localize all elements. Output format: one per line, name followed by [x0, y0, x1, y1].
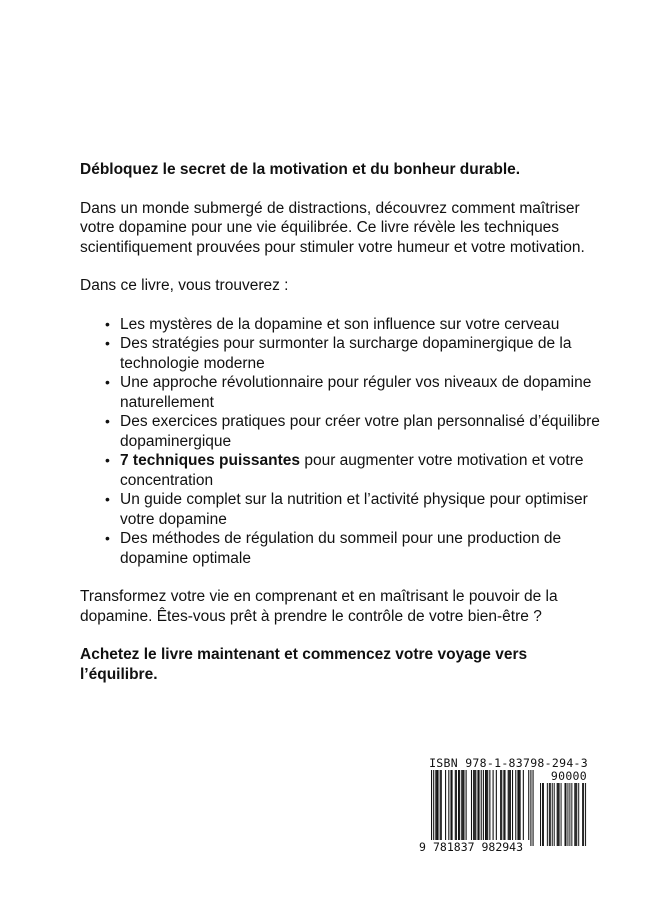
addon-bar	[575, 783, 576, 846]
barcode-bar	[500, 770, 501, 840]
barcode-bar	[433, 770, 434, 846]
back-cover-text	[80, 160, 600, 684]
list-intro: Dans ce livre, vous trouverez :	[80, 277, 289, 294]
bullet-icon: •	[105, 374, 110, 390]
intro-paragraph: Dans un monde submergé de distractions, découvrez comment maîtriser votre dopamine pour une vie équilibrée. Ce livre révèle les techniques scientifiquement prouvées pour stimuler votre humeur et votre motivation.	[80, 199, 585, 256]
barcode-bar	[437, 770, 438, 840]
feature-text: Une approche révolutionnaire pour réguler vos niveaux de dopamine naturellement	[120, 374, 592, 411]
barcode-bar	[489, 770, 490, 840]
barcode-bar	[485, 770, 486, 840]
addon-bar	[542, 783, 543, 846]
barcode-bar	[483, 770, 484, 846]
addon-bar	[557, 783, 558, 846]
feature-emphasis: 7 techniques puissantes	[120, 452, 301, 469]
feature-item	[105, 373, 600, 412]
barcode-bar	[445, 770, 446, 840]
barcode-bar	[474, 770, 475, 840]
barcode-bar	[458, 770, 459, 840]
barcode-bar	[501, 770, 502, 840]
barcode-bar	[462, 770, 463, 840]
feature-text: Des stratégies pour surmonter la surcharge dopaminergique de la technologie moderne	[120, 335, 572, 372]
addon-bar	[582, 783, 583, 846]
barcode-bar	[520, 770, 521, 840]
barcode-bar	[448, 770, 449, 840]
addon-bar	[583, 783, 584, 846]
barcode-bar	[486, 770, 487, 840]
barcode-bar	[509, 770, 510, 840]
addon-bar	[559, 783, 560, 846]
addon-bars	[540, 783, 587, 846]
barcode-bar	[508, 770, 509, 840]
addon-bar	[554, 783, 555, 846]
bullet-icon: •	[105, 315, 110, 332]
barcode-bar	[455, 770, 456, 840]
barcode-bar	[440, 770, 441, 840]
barcode-digits-left: 781837	[433, 840, 475, 854]
call-to-action: Achetez le livre maintenant et commencez votre voyage vers l’équilibre.	[80, 646, 528, 683]
feature-text: pour augmenter votre motivation et votre concentration	[120, 452, 584, 489]
isbn-label: ISBN 978-1-83798-294-3	[429, 756, 588, 770]
barcode-bar	[473, 770, 474, 840]
barcode-bar	[452, 770, 453, 840]
barcode-bar	[496, 770, 497, 840]
addon-bar	[576, 783, 577, 846]
barcode-bar	[503, 770, 504, 840]
barcode-bar	[456, 770, 457, 840]
feature-item	[105, 412, 600, 451]
barcode-bar	[515, 770, 516, 840]
feature-item	[105, 451, 600, 490]
barcode-bar	[512, 770, 513, 840]
addon-bar	[547, 783, 548, 846]
barcode-bar	[479, 770, 480, 840]
ean13-bars	[419, 770, 535, 846]
barcode-bar	[477, 770, 478, 840]
addon-bar	[558, 783, 559, 846]
barcode-bar	[450, 770, 451, 840]
barcode-bar	[461, 770, 462, 840]
feature-item	[105, 334, 600, 373]
bullet-icon: •	[105, 413, 110, 429]
addon-bar	[550, 783, 551, 846]
barcode-bar	[463, 770, 464, 840]
feature-text: Un guide complet sur la nutrition et l’activité physique pour optimiser votre dopamine	[120, 491, 588, 528]
barcode-bar	[475, 770, 476, 840]
barcode-bar	[466, 770, 467, 840]
barcode-bar	[487, 770, 488, 840]
price-code: 90000	[550, 769, 587, 783]
feature-item	[105, 315, 600, 335]
barcode-bar	[510, 770, 511, 840]
feature-list	[80, 315, 600, 569]
barcode-bar	[504, 770, 505, 840]
barcode-bar	[518, 770, 519, 840]
barcode-bar	[530, 770, 531, 846]
addon-bar	[543, 783, 544, 846]
isbn-barcode	[419, 756, 588, 854]
addon-bar	[578, 783, 579, 846]
addon-bar	[540, 783, 541, 846]
addon-bar	[565, 783, 566, 846]
addon-bar	[561, 783, 562, 846]
bullet-icon: •	[105, 452, 110, 468]
headline: Débloquez le secret de la motivation et du bonheur durable.	[80, 161, 521, 178]
barcode-bar	[431, 770, 432, 846]
barcode-bar	[436, 770, 437, 840]
barcode-bar	[471, 770, 472, 840]
addon-bar	[585, 783, 586, 846]
feature-item	[105, 490, 600, 529]
feature-item	[105, 529, 600, 568]
barcode-bar	[459, 770, 460, 840]
barcode-bar	[533, 770, 534, 846]
feature-text: Des méthodes de régulation du sommeil pour une production de dopamine optimale	[120, 530, 562, 567]
feature-text: Des exercices pratiques pour créer votre plan personnalisé d’équilibre dopaminergique	[120, 413, 600, 450]
addon-bar	[571, 783, 572, 846]
barcode-bar	[481, 770, 482, 846]
barcode-digit-lead: 9	[419, 840, 426, 854]
addon-bar	[565, 783, 566, 846]
bullet-icon: •	[105, 491, 110, 507]
feature-text: Les mystères de la dopamine et son influence sur votre cerveau	[120, 315, 560, 333]
barcode-digits-right: 982943	[481, 840, 524, 854]
barcode-bar	[441, 770, 442, 840]
barcode-bar	[517, 770, 518, 840]
closing-paragraph: Transformez votre vie en comprenant et en maîtrisant le pouvoir de la dopamine. Êtes-vous prêt à prendre le contrôle de votre bien-être ?	[80, 588, 558, 625]
bullet-icon: •	[105, 530, 110, 546]
addon-bar	[569, 783, 570, 846]
barcode-bar	[523, 770, 524, 840]
barcode-bar	[435, 770, 436, 840]
bullet-icon: •	[105, 335, 110, 351]
barcode-bar	[493, 770, 494, 840]
addon-bar	[567, 783, 568, 846]
barcode-bar	[528, 770, 529, 840]
addon-bar	[549, 783, 550, 846]
barcode-digits	[419, 840, 523, 854]
addon-bar	[552, 783, 553, 846]
addon-bar	[574, 783, 575, 846]
